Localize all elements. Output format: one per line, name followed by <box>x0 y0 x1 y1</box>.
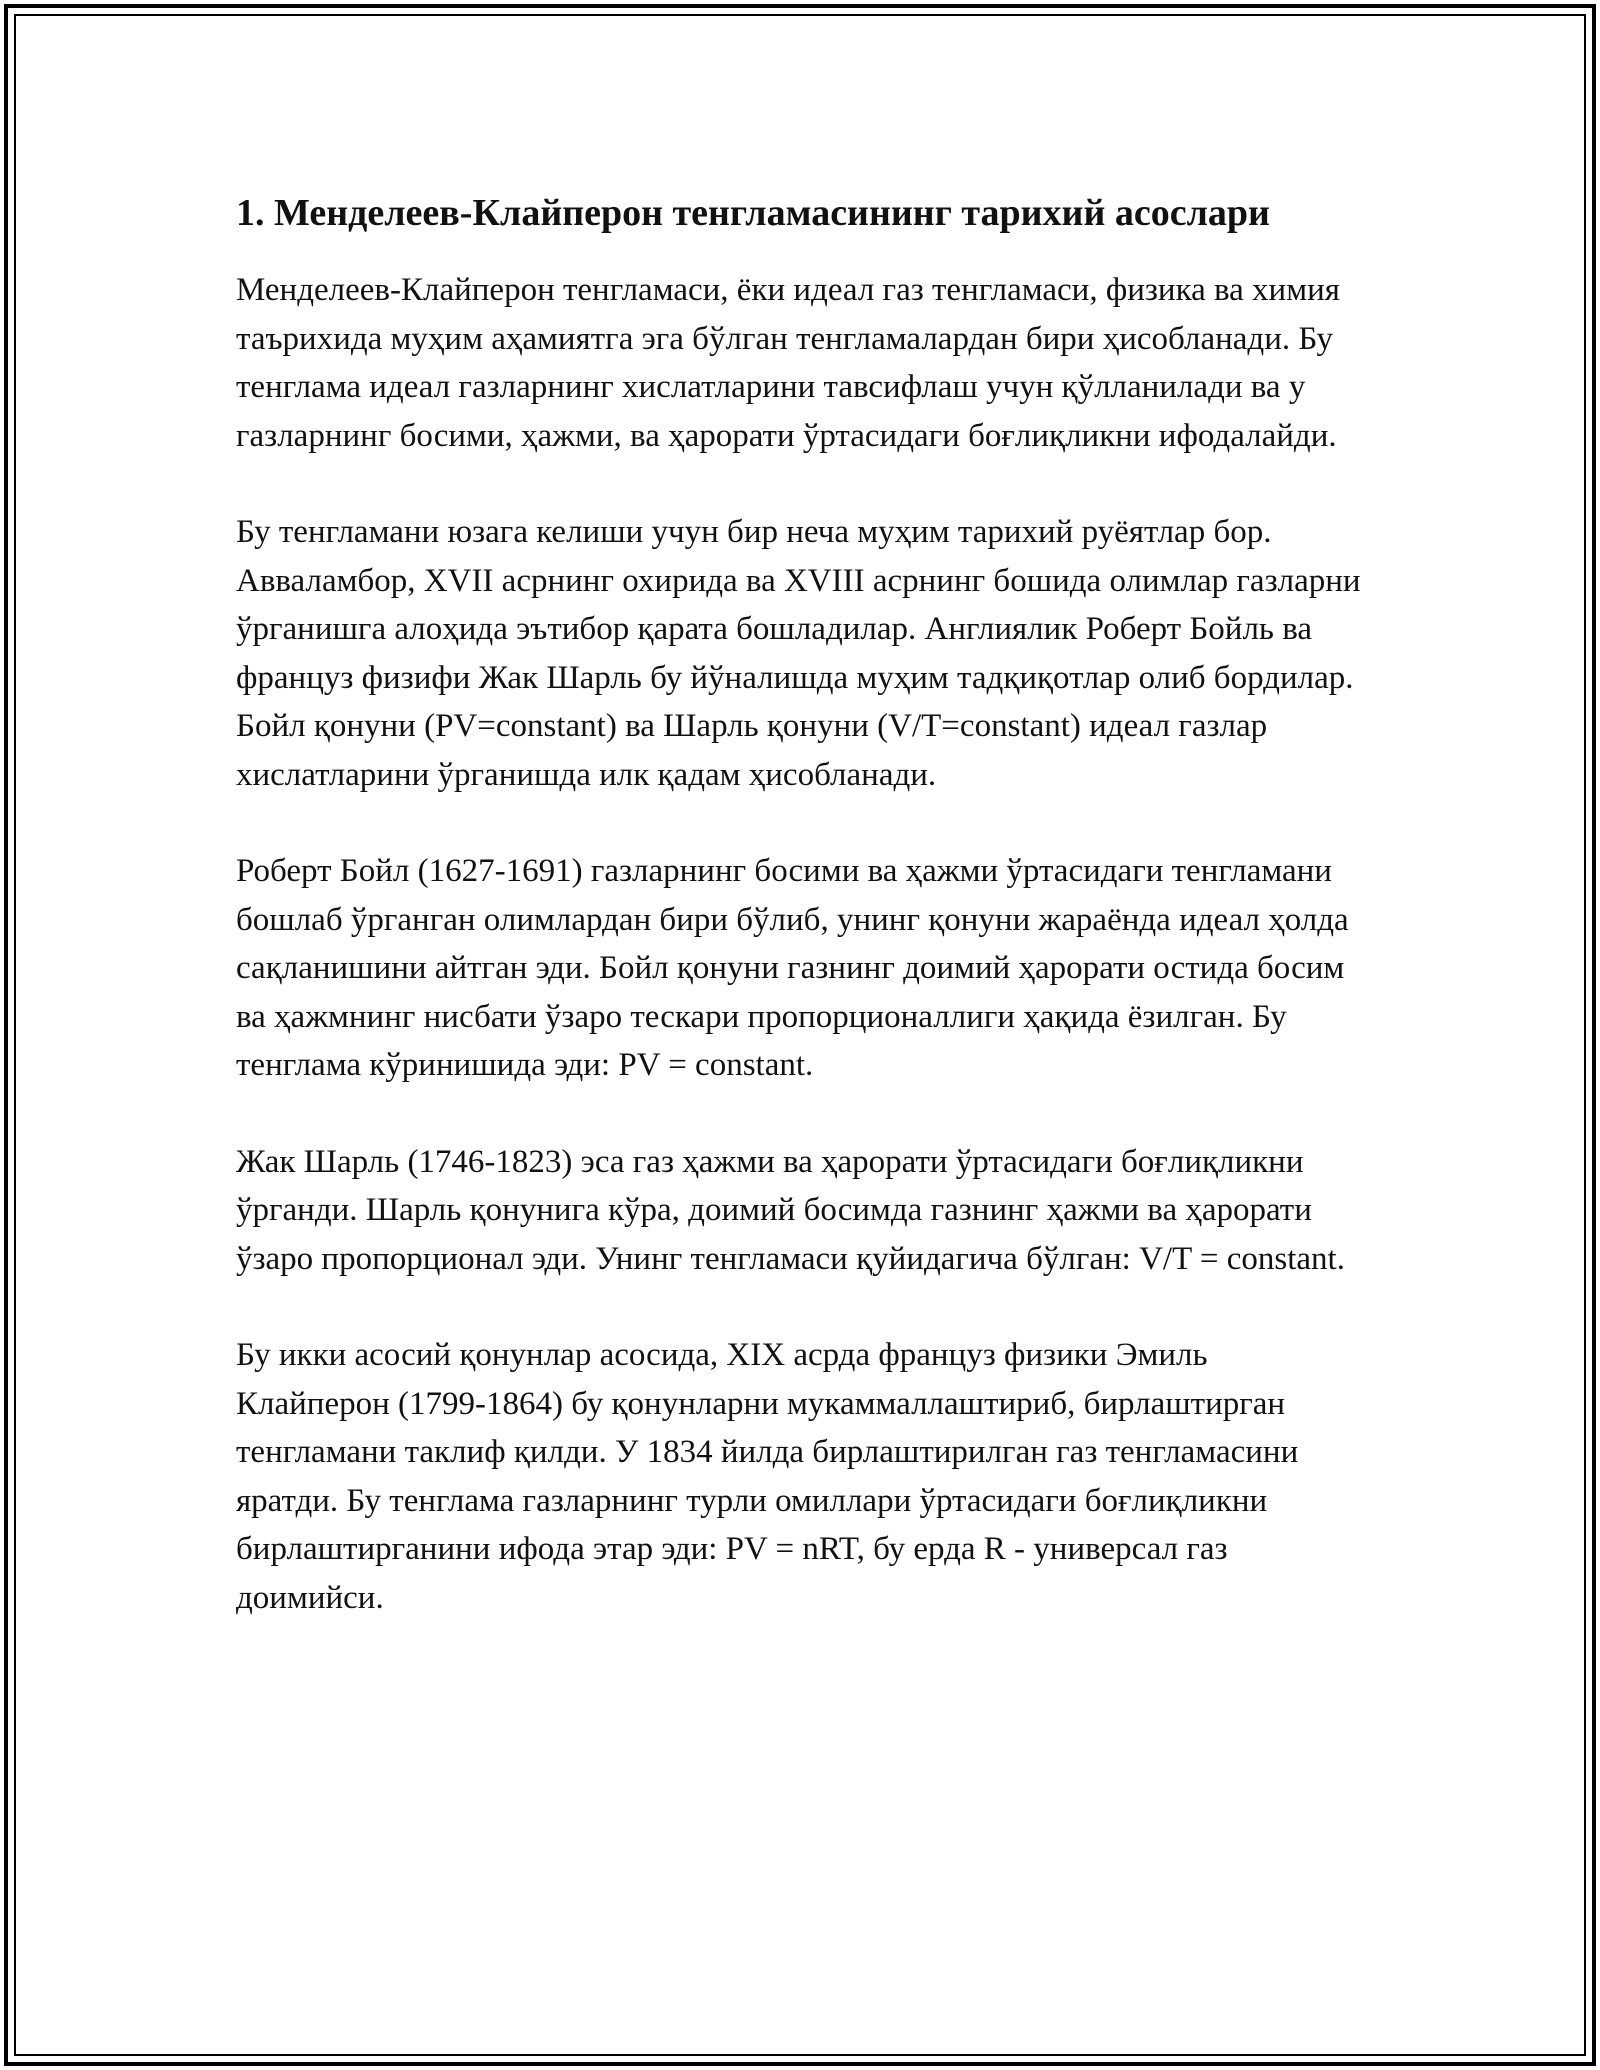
paragraph-clapeyron: Бу икки асосий қонунлар асосида, XIX асрда француз физики Эмиль Клайперон (1799-1864) бу қонунларни мукаммаллаштириб, бирлаштирган тенгламани таклиф қилди. У 1834 йилда бирлаштирилган газ тенгламасини яратди. Бу тенглама газларнинг турли омиллари ўртасидаги боғлиқликни бирлаштирганини ифода этар эди: PV = nRT, бу ерда R - универсал газ доимийси. <box>236 1337 1299 1616</box>
paragraph-intro: Менделеев-Клайперон тенгламаси, ёки идеал газ тенгламаси, физика ва химия таърихида муҳим аҳамиятга эга бўлган тенгламалардан бири ҳисобланади. Бу тенглама идеал газларнинг хислатларини тавсифлаш учун қўлланилади ва у газларнинг босими, ҳажми, ва ҳарорати ўртасидаги боғлиқликни ифодалайди. <box>236 272 1340 454</box>
section-title: 1. Менделеев-Клайперон тенгламасининг тарихий асослари <box>236 192 1270 234</box>
paragraph-history: Бу тенгламани юзага келиши учун бир неча муҳим тарихий руёятлар бор. Авваламбор, XVII асрнинг охирида ва XVIII асрнинг бошида олимлар газларни ўрганишга алоҳида эътибор қарата бошладилар. Англиялик Роберт Бойль ва француз физифи Жак Шарль бу йўналишда муҳим тадқиқотлар олиб бордилар. Бойл қонуни (PV=constant) ва Шарль қонуни (V/T=constant) идеал газлар хислатларини ўрганишда илк қадам ҳисобланади. <box>236 514 1361 793</box>
paragraph-charles: Жак Шарль (1746-1823) эса газ ҳажми ва ҳарорати ўртасидаги боғлиқликни ўрганди. Шарль қонунига кўра, доимий босимда газнинг ҳажми ва ҳарорати ўзаро пропорционал эди. Унинг тенгламаси қуйидагича бўлган: V/T = constant. <box>236 1143 1345 1277</box>
document-body <box>236 186 1366 1670</box>
paragraph-boyle: Роберт Бойл (1627-1691) газларнинг босими ва ҳажми ўртасидаги тенгламани бошлаб ўрганган олимлардан бири бўлиб, унинг қонуни жараёнда идеал ҳолда сақланишини айтган эди. Бойл қонуни газнинг доимий ҳарорати остида босим ва ҳажмнинг нисбати ўзаро тескари пропорционаллиги ҳақида ёзилган. Бу тенглама кўринишида эди: PV = constant. <box>236 853 1349 1083</box>
